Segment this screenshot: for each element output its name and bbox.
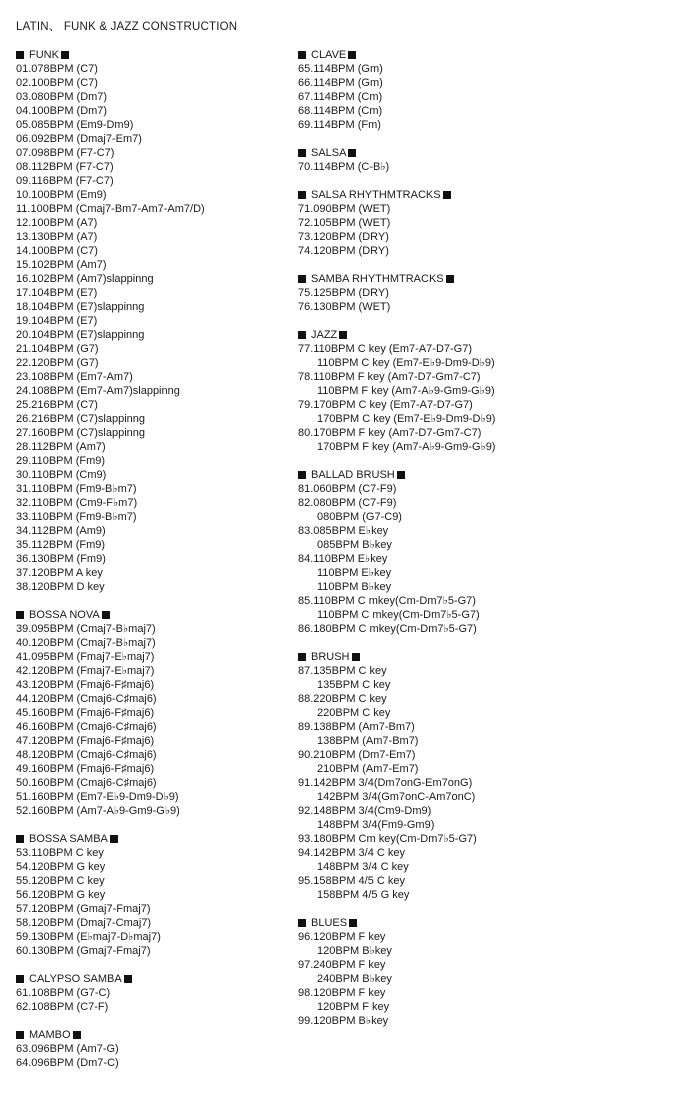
section-header (16, 608, 286, 622)
square-bullet-icon (397, 471, 405, 479)
track-entry: 44.120BPM (Cmaj6-C♯maj6) (16, 693, 157, 705)
square-bullet-icon (298, 653, 306, 661)
square-bullet-icon (298, 191, 306, 199)
section-salsa (298, 146, 688, 174)
track-entry: 51.160BPM (Em7-E♭9-Dm9-D♭9) (16, 791, 179, 803)
track-entry: 35.112BPM (Fm9) (16, 539, 106, 551)
track-entry: 80.170BPM F key (Am7-D7-Gm7-C7) (298, 427, 482, 439)
square-bullet-icon (61, 51, 69, 59)
track-entry: 31.110BPM (Fm9-B♭m7) (16, 483, 137, 495)
track-entry: 99.120BPM B♭key (298, 1015, 389, 1027)
track-entry: 12.100BPM (A7) (16, 217, 98, 229)
square-bullet-icon (443, 191, 451, 199)
square-bullet-icon (298, 471, 306, 479)
section-header (16, 972, 286, 986)
track-entry: 05.085BPM (Em9-Dm9) (16, 119, 134, 131)
track-entry: 54.120BPM G key (16, 861, 106, 873)
section-title: BALLAD BRUSH (311, 469, 395, 481)
section-title: SALSA (311, 147, 347, 159)
right-column (298, 48, 688, 1042)
track-entry: 70.114BPM (C-B♭) (298, 161, 390, 173)
track-entry: 110BPM E♭key (317, 567, 392, 579)
track-entry: 02.100BPM (C7) (16, 77, 98, 89)
track-entry: 66.114BPM (Gm) (298, 77, 383, 89)
square-bullet-icon (16, 835, 24, 843)
track-entry: 46.160BPM (Cmaj6-C♯maj6) (16, 721, 157, 733)
square-bullet-icon (352, 653, 360, 661)
track-entry: 68.114BPM (Cm) (298, 105, 383, 117)
square-bullet-icon (73, 1031, 81, 1039)
track-entry: 32.110BPM (Cm9-F♭m7) (16, 497, 138, 509)
track-entry: 13.130BPM (A7) (16, 231, 98, 243)
track-entry: 65.114BPM (Gm) (298, 63, 383, 75)
section-bossa-nova (16, 608, 286, 818)
track-entry: 48.120BPM (Cmaj6-C♯maj6) (16, 749, 157, 761)
track-entry: 82.080BPM (C7-F9) (298, 497, 397, 509)
track-entry: 18.104BPM (E7)slappinng (16, 301, 145, 313)
track-entry: 86.180BPM C mkey(Cm-Dm7♭5-G7) (298, 623, 477, 635)
track-entry: 170BPM F key (Am7-A♭9-Gm9-G♭9) (317, 441, 496, 453)
section-blues (298, 916, 688, 1028)
track-entry: 158BPM 4/5 G key (317, 889, 410, 901)
track-entry: 93.180BPM Cm key(Cm-Dm7♭5-G7) (298, 833, 477, 845)
section-header (298, 146, 688, 160)
track-entry: 60.130BPM (Gmaj7-Fmaj7) (16, 945, 151, 957)
track-entry: 39.095BPM (Cmaj7-B♭maj7) (16, 623, 156, 635)
section-header (16, 832, 286, 846)
section-title: BOSSA NOVA (29, 609, 100, 621)
section-bossa-samba (16, 832, 286, 958)
track-entry: 41.095BPM (Fmaj7-E♭maj7) (16, 651, 155, 663)
track-entry: 148BPM 3/4(Fm9-Gm9) (317, 819, 435, 831)
track-entry: 78.110BPM F key (Am7-D7-Gm7-C7) (298, 371, 481, 383)
square-bullet-icon (298, 331, 306, 339)
track-entry: 148BPM 3/4 C key (317, 861, 409, 873)
section-title: BLUES (311, 917, 348, 929)
section-header (298, 328, 688, 342)
track-entry: 142BPM 3/4(Gm7onC-Am7onC) (317, 791, 476, 803)
track-entry: 61.108BPM (G7-C) (16, 987, 111, 999)
section-title: JAZZ (311, 329, 338, 341)
section-jazz (298, 328, 688, 454)
square-bullet-icon (349, 919, 357, 927)
square-bullet-icon (16, 51, 24, 59)
track-entry: 135BPM C key (317, 679, 391, 691)
square-bullet-icon (102, 611, 110, 619)
track-entry: 81.060BPM (C7-F9) (298, 483, 397, 495)
section-salsa-rhythmtracks (298, 188, 688, 258)
section-title: SALSA RHYTHMTRACKS (311, 189, 441, 201)
track-entry: 74.120BPM (DRY) (298, 245, 389, 257)
track-entry: 01.078BPM (C7) (16, 63, 98, 75)
square-bullet-icon (124, 975, 132, 983)
track-entry: 16.102BPM (Am7)slappinng (16, 273, 154, 285)
track-entry: 38.120BPM D key (16, 581, 105, 593)
track-entry: 72.105BPM (WET) (298, 217, 391, 229)
track-entry: 42.120BPM (Fmaj7-E♭maj7) (16, 665, 155, 677)
section-title: SAMBA RHYTHMTRACKS (311, 273, 444, 285)
track-entry: 98.120BPM F key (298, 987, 386, 999)
track-entry: 110BPM C key (Em7-E♭9-Dm9-D♭9) (317, 357, 495, 369)
track-entry: 17.104BPM (E7) (16, 287, 98, 299)
track-entry: 83.085BPM E♭key (298, 525, 389, 537)
track-entry: 63.096BPM (Am7-G) (16, 1043, 119, 1055)
track-entry: 97.240BPM F key (298, 959, 386, 971)
track-entry: 27.160BPM (C7)slappinng (16, 427, 146, 439)
track-entry: 69.114BPM (Fm) (298, 119, 381, 131)
track-entry: 240BPM B♭key (317, 973, 392, 985)
section-title: CLAVE (311, 49, 347, 61)
page-title: LATIN、 FUNK & JAZZ CONSTRUCTION (16, 21, 238, 33)
track-entry: 37.120BPM A key (16, 567, 103, 579)
track-entry: 23.108BPM (Em7-Am7) (16, 371, 133, 383)
track-entry: 120BPM F key (317, 1001, 390, 1013)
track-entry: 45.160BPM (Fmaj6-F♯maj6) (16, 707, 155, 719)
track-entry: 220BPM C key (317, 707, 391, 719)
track-entry: 170BPM C key (Em7-E♭9-Dm9-D♭9) (317, 413, 496, 425)
track-entry: 77.110BPM C key (Em7-A7-D7-G7) (298, 343, 473, 355)
track-entry: 91.142BPM 3/4(Dm7onG-Em7onG) (298, 777, 473, 789)
square-bullet-icon (16, 611, 24, 619)
track-entry: 03.080BPM (Dm7) (16, 91, 108, 103)
track-entry: 07.098BPM (F7-C7) (16, 147, 115, 159)
section-header (298, 48, 688, 62)
section-mambo (16, 1028, 286, 1070)
track-entry: 75.125BPM (DRY) (298, 287, 389, 299)
track-entry: 89.138BPM (Am7-Bm7) (298, 721, 415, 733)
square-bullet-icon (110, 835, 118, 843)
track-entry: 64.096BPM (Dm7-C) (16, 1057, 119, 1069)
section-title: FUNK (29, 49, 59, 61)
track-entry: 210BPM (Am7-Em7) (317, 763, 419, 775)
track-entry: 10.100BPM (Em9) (16, 189, 107, 201)
track-entry: 94.142BPM 3/4 C key (298, 847, 406, 859)
section-title: CALYPSO SAMBA (29, 973, 122, 985)
track-entry: 08.112BPM (F7-C7) (16, 161, 114, 173)
track-entry: 53.110BPM C key (16, 847, 104, 859)
square-bullet-icon (16, 1031, 24, 1039)
track-entry: 58.120BPM (Dmaj7-Cmaj7) (16, 917, 152, 929)
section-title: BRUSH (311, 651, 350, 663)
track-entry: 110BPM C mkey(Cm-Dm7♭5-G7) (317, 609, 480, 621)
track-entry: 57.120BPM (Gmaj7-Fmaj7) (16, 903, 151, 915)
track-entry: 11.100BPM (Cmaj7-Bm7-Am7-Am7/D) (16, 203, 205, 215)
track-entry: 62.108BPM (C7-F) (16, 1001, 109, 1013)
track-entry: 79.170BPM C key (Em7-A7-D7-G7) (298, 399, 473, 411)
track-entry: 29.110BPM (Fm9) (16, 455, 106, 467)
track-entry: 34.112BPM (Am9) (16, 525, 106, 537)
square-bullet-icon (446, 275, 454, 283)
track-entry: 06.092BPM (Dmaj7-Em7) (16, 133, 142, 145)
section-header (298, 468, 688, 482)
track-entry: 95.158BPM 4/5 C key (298, 875, 406, 887)
section-title: MAMBO (29, 1029, 71, 1041)
track-entry: 30.110BPM (Cm9) (16, 469, 107, 481)
track-entry: 55.120BPM C key (16, 875, 105, 887)
section-header (16, 1028, 286, 1042)
track-entry: 20.104BPM (E7)slappinng (16, 329, 145, 341)
track-entry: 28.112BPM (Am7) (16, 441, 106, 453)
track-entry: 14.100BPM (C7) (16, 245, 98, 257)
track-entry: 92.148BPM 3/4(Cm9-Dm9) (298, 805, 432, 817)
section-clave (298, 48, 688, 132)
section-brush (298, 650, 688, 902)
square-bullet-icon (298, 275, 306, 283)
track-entry: 26.216BPM (C7)slappinng (16, 413, 146, 425)
track-entry: 22.120BPM (G7) (16, 357, 99, 369)
track-entry: 138BPM (Am7-Bm7) (317, 735, 419, 747)
track-entry: 120BPM B♭key (317, 945, 392, 957)
track-entry: 110BPM B♭key (317, 581, 392, 593)
track-entry: 76.130BPM (WET) (298, 301, 391, 313)
square-bullet-icon (16, 975, 24, 983)
track-entry: 04.100BPM (Dm7) (16, 105, 108, 117)
track-entry: 84.110BPM E♭key (298, 553, 388, 565)
track-entry: 19.104BPM (E7) (16, 315, 98, 327)
track-entry: 40.120BPM (Cmaj7-B♭maj7) (16, 637, 156, 649)
square-bullet-icon (298, 149, 306, 157)
section-header (16, 48, 286, 62)
section-title: BOSSA SAMBA (29, 833, 108, 845)
track-entry: 73.120BPM (DRY) (298, 231, 389, 243)
section-header (298, 272, 688, 286)
square-bullet-icon (298, 919, 306, 927)
track-entry: 09.116BPM (F7-C7) (16, 175, 114, 187)
track-entry: 21.104BPM (G7) (16, 343, 99, 355)
left-column (16, 48, 286, 1084)
section-header (298, 188, 688, 202)
track-entry: 15.102BPM (Am7) (16, 259, 107, 271)
section-ballad-brush (298, 468, 688, 636)
track-entry: 71.090BPM (WET) (298, 203, 391, 215)
section-calypso-samba (16, 972, 286, 1014)
track-entry: 85.110BPM C mkey(Cm-Dm7♭5-G7) (298, 595, 476, 607)
track-entry: 25.216BPM (C7) (16, 399, 98, 411)
track-entry: 67.114BPM (Cm) (298, 91, 383, 103)
track-entry: 96.120BPM F key (298, 931, 386, 943)
section-header (298, 916, 688, 930)
track-entry: 47.120BPM (Fmaj6-F♯maj6) (16, 735, 155, 747)
section-samba-rhythmtracks (298, 272, 688, 314)
track-entry: 33.110BPM (Fm9-B♭m7) (16, 511, 137, 523)
track-entry: 87.135BPM C key (298, 665, 387, 677)
track-entry: 88.220BPM C key (298, 693, 387, 705)
section-header (298, 650, 688, 664)
track-entry: 080BPM (G7-C9) (317, 511, 402, 523)
track-entry: 52.160BPM (Am7-A♭9-Gm9-G♭9) (16, 805, 180, 817)
square-bullet-icon (348, 149, 356, 157)
track-entry: 49.160BPM (Fmaj6-F♯maj6) (16, 763, 155, 775)
track-entry: 43.120BPM (Fmaj6-F♯maj6) (16, 679, 155, 691)
track-entry: 110BPM F key (Am7-A♭9-Gm9-G♭9) (317, 385, 495, 397)
track-entry: 36.130BPM (Fm9) (16, 553, 106, 565)
track-entry: 90.210BPM (Dm7-Em7) (298, 749, 416, 761)
track-entry: 24.108BPM (Em7-Am7)slappinng (16, 385, 180, 397)
section-funk (16, 48, 286, 594)
track-entry: 085BPM B♭key (317, 539, 392, 551)
track-entry: 56.120BPM G key (16, 889, 106, 901)
track-entry: 59.130BPM (E♭maj7-D♭maj7) (16, 931, 161, 943)
square-bullet-icon (339, 331, 347, 339)
square-bullet-icon (298, 51, 306, 59)
track-entry: 50.160BPM (Cmaj6-C♯maj6) (16, 777, 157, 789)
square-bullet-icon (348, 51, 356, 59)
